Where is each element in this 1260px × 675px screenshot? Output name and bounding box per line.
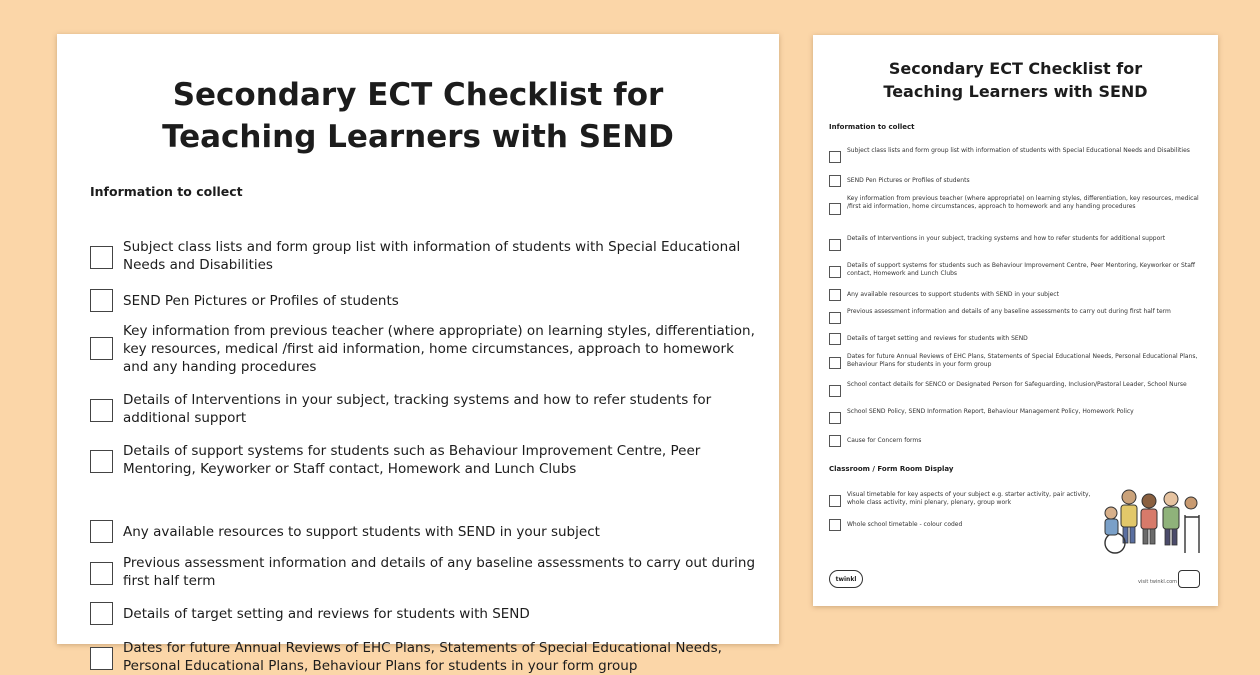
checklist-item-text: SEND Pen Pictures or Profiles of students (123, 293, 399, 309)
section-heading-classroom: Classroom / Form Room Display (829, 465, 954, 473)
checkbox[interactable] (829, 239, 841, 251)
checkbox[interactable] (829, 312, 841, 324)
checklist-item-text: School SEND Policy, SEND Information Report, Behaviour Management Policy, Homework Policy (847, 408, 1134, 415)
page-title-small (813, 57, 1218, 103)
checkbox[interactable] (829, 495, 841, 507)
checklist-item-text: Details of target setting and reviews for students with SEND (123, 606, 530, 622)
page-title (57, 74, 779, 158)
checklist-page-large (57, 34, 779, 674)
checklist-item-text: Key information from previous teacher (where appropriate) on learning styles, differentiation, key resources, medical /first aid information, home circumstances, approach to homework and any handing procedures (847, 195, 1199, 210)
checklist-item-text: Dates for future Annual Reviews of EHC Plans, Statements of Special Educational Needs, Personal Educational Plans, Behaviour Plans for students in your form group (847, 353, 1198, 368)
checklist-item-text: Subject class lists and form group list with information of students with Special Educational Needs and Disabilities (123, 239, 741, 273)
child-figure (1163, 492, 1179, 545)
checkbox[interactable] (829, 333, 841, 345)
checkbox[interactable] (90, 602, 113, 625)
checkbox[interactable] (90, 289, 113, 312)
checkbox[interactable] (829, 435, 841, 447)
checklist-item-text: Visual timetable for key aspects of your subject e.g. starter activity, pair activity, whole class activity, mini plenary, plenary, group work (847, 491, 1091, 506)
checkbox[interactable] (90, 450, 113, 473)
checklist-item-text: SEND Pen Pictures or Profiles of students (847, 177, 970, 184)
section-heading-information: Information to collect (90, 184, 243, 199)
checkbox[interactable] (829, 412, 841, 424)
checkbox[interactable] (829, 357, 841, 369)
checklist-item-text: Details of Interventions in your subject, tracking systems and how to refer students for additional support (123, 392, 712, 426)
twinkl-logo: twinkl (829, 570, 863, 588)
checklist-item-text: Previous assessment information and details of any baseline assessments to carry out during first half term (123, 555, 756, 589)
checkbox[interactable] (829, 385, 841, 397)
checkbox[interactable] (829, 289, 841, 301)
checkbox[interactable] (90, 399, 113, 422)
checkbox[interactable] (90, 337, 113, 360)
footer-logo-mark (1178, 570, 1200, 588)
title-line-1: Secondary ECT Checklist for (172, 77, 664, 113)
checkbox[interactable] (90, 562, 113, 585)
checklist-item-text: Cause for Concern forms (847, 437, 922, 444)
checklist-item-text: Details of support systems for students such as Behaviour Improvement Centre, Peer Mentoring, Keyworker or Staff contact, Homework and Lunch Clubs (847, 262, 1196, 277)
checkbox[interactable] (829, 519, 841, 531)
checklist-item-text: Whole school timetable - colour coded (847, 521, 963, 528)
checkbox[interactable] (90, 647, 113, 670)
checklist-item-text: Any available resources to support students with SEND in your subject (123, 524, 600, 540)
checklist-item-text: Previous assessment information and details of any baseline assessments to carry out during first half term (847, 308, 1171, 315)
checklist-item-text: Details of target setting and reviews for students with SEND (847, 335, 1028, 342)
checklist-item-text: Details of support systems for students such as Behaviour Improvement Centre, Peer Mentoring, Keyworker or Staff contact, Homework and Lunch Clubs (123, 443, 701, 477)
child-figure (1141, 494, 1157, 544)
checkbox[interactable] (90, 246, 113, 269)
section-heading-information: Information to collect (829, 123, 915, 131)
checklist-item-text: Subject class lists and form group list with information of students with Special Educational Needs and Disabilities (847, 147, 1190, 154)
checklist-item-text: Details of Interventions in your subject, tracking systems and how to refer students for additional support (847, 235, 1166, 242)
checkbox[interactable] (829, 203, 841, 215)
checkbox[interactable] (829, 151, 841, 163)
checklist-item-text: Dates for future Annual Reviews of EHC Plans, Statements of Special Educational Needs, Personal Educational Plans, Behaviour Plans for students in your form group (123, 640, 722, 674)
footer-note: visit twinkl.com (1138, 579, 1178, 585)
title-line-1: Secondary ECT Checklist for (888, 59, 1143, 78)
title-line-2: Teaching Learners with SEND (162, 119, 674, 155)
walking-frame (1185, 497, 1199, 553)
checkbox[interactable] (829, 266, 841, 278)
child-figure (1121, 490, 1137, 543)
checklist-item-text: Key information from previous teacher (where appropriate) on learning styles, differentiation, key resources, medical /first aid information, home circumstances, approach to homework and any handing procedures (123, 323, 755, 375)
checkbox[interactable] (90, 520, 113, 543)
checklist-item-text: School contact details for SENCO or Designated Person for Safeguarding, Inclusion/Pastoral Leader, School Nurse (847, 381, 1187, 388)
checklist-item-text: Any available resources to support students with SEND in your subject (847, 291, 1059, 298)
checklist-page-small (813, 35, 1218, 606)
title-line-2: Teaching Learners with SEND (883, 82, 1148, 101)
children-illustration (1101, 487, 1206, 557)
checkbox[interactable] (829, 175, 841, 187)
